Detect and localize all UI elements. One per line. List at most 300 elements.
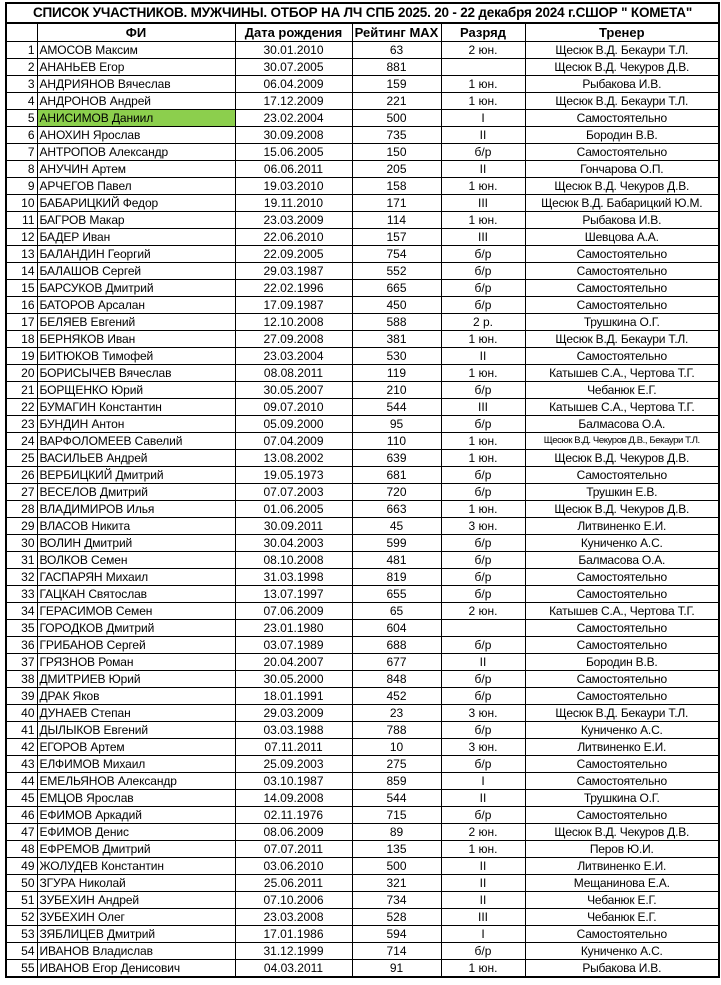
rating-max-cell[interactable]: 604 (352, 620, 441, 637)
rank-cell[interactable]: II (441, 858, 525, 875)
birth-date-cell[interactable]: 29.03.1987 (235, 263, 352, 280)
row-number-cell[interactable]: 16 (6, 297, 37, 314)
participant-name-cell[interactable]: БЕРНЯКОВ Иван (37, 331, 235, 348)
rank-cell[interactable]: б/р (441, 637, 525, 654)
birth-date-cell[interactable]: 31.12.1999 (235, 943, 352, 960)
birth-date-cell[interactable]: 23.01.1980 (235, 620, 352, 637)
coach-cell[interactable]: Рыбакова И.В. (525, 960, 719, 978)
participant-name-cell[interactable]: АНТРОПОВ Александр (37, 144, 235, 161)
coach-cell[interactable]: Чебанюк Е.Г. (525, 909, 719, 926)
rating-max-cell[interactable]: 135 (352, 841, 441, 858)
rating-max-cell[interactable]: 500 (352, 858, 441, 875)
row-number-cell[interactable]: 4 (6, 93, 37, 110)
rank-cell[interactable]: б/р (441, 552, 525, 569)
birth-date-cell[interactable]: 29.03.2009 (235, 705, 352, 722)
coach-cell[interactable]: Щесюк В.Д. Чекуров Д.В., Бекаури Т.Л. (525, 433, 719, 450)
rating-max-cell[interactable]: 114 (352, 212, 441, 229)
row-number-cell[interactable]: 41 (6, 722, 37, 739)
rating-max-cell[interactable]: 159 (352, 76, 441, 93)
coach-cell[interactable]: Бородин В.В. (525, 127, 719, 144)
row-number-cell[interactable]: 32 (6, 569, 37, 586)
rating-max-cell[interactable]: 157 (352, 229, 441, 246)
rating-max-cell[interactable]: 91 (352, 960, 441, 978)
rating-max-cell[interactable]: 95 (352, 416, 441, 433)
row-number-cell[interactable]: 43 (6, 756, 37, 773)
row-number-cell[interactable]: 1 (6, 42, 37, 59)
row-number-cell[interactable]: 13 (6, 246, 37, 263)
rank-cell[interactable]: II (441, 875, 525, 892)
rating-max-cell[interactable]: 599 (352, 535, 441, 552)
participant-name-cell[interactable]: БАЛАНДИН Георгий (37, 246, 235, 263)
rating-max-cell[interactable]: 89 (352, 824, 441, 841)
rank-cell[interactable]: б/р (441, 535, 525, 552)
row-number-cell[interactable]: 49 (6, 858, 37, 875)
birth-date-cell[interactable]: 30.01.2010 (235, 42, 352, 59)
coach-cell[interactable]: Щесюк В.Д. Бекаури Т.Л. (525, 93, 719, 110)
row-number-cell[interactable]: 55 (6, 960, 37, 978)
coach-cell[interactable]: Самостоятельно (525, 348, 719, 365)
row-number-cell[interactable]: 21 (6, 382, 37, 399)
birth-date-cell[interactable]: 25.09.2003 (235, 756, 352, 773)
rank-cell[interactable]: II (441, 790, 525, 807)
participant-name-cell[interactable]: ЕЛФИМОВ Михаил (37, 756, 235, 773)
rating-max-cell[interactable]: 450 (352, 297, 441, 314)
rank-cell[interactable]: 2 р. (441, 314, 525, 331)
participant-name-cell[interactable]: ИВАНОВ Владислав (37, 943, 235, 960)
rank-cell[interactable]: 3 юн. (441, 739, 525, 756)
rank-cell[interactable]: I (441, 110, 525, 127)
row-number-cell[interactable]: 45 (6, 790, 37, 807)
participant-name-cell[interactable]: ГОРОДКОВ Дмитрий (37, 620, 235, 637)
birth-date-cell[interactable]: 17.01.1986 (235, 926, 352, 943)
rank-cell[interactable]: 2 юн. (441, 824, 525, 841)
row-number-cell[interactable]: 6 (6, 127, 37, 144)
coach-cell[interactable]: Чебанюк Е.Г. (525, 892, 719, 909)
rating-max-cell[interactable]: 65 (352, 603, 441, 620)
row-number-cell[interactable]: 42 (6, 739, 37, 756)
rank-cell[interactable]: б/р (441, 467, 525, 484)
birth-date-cell[interactable]: 03.03.1988 (235, 722, 352, 739)
row-number-cell[interactable]: 8 (6, 161, 37, 178)
participant-name-cell[interactable]: ЖОЛУДЕВ Константин (37, 858, 235, 875)
rating-max-cell[interactable]: 45 (352, 518, 441, 535)
participant-name-cell[interactable]: БАБАРИЦКИЙ Федор (37, 195, 235, 212)
participant-name-cell[interactable]: БОРИСЫЧЕВ Вячеслав (37, 365, 235, 382)
participant-name-cell[interactable]: ЕФИМОВ Денис (37, 824, 235, 841)
rating-max-cell[interactable]: 544 (352, 399, 441, 416)
rating-max-cell[interactable]: 734 (352, 892, 441, 909)
rating-max-cell[interactable]: 452 (352, 688, 441, 705)
rating-max-cell[interactable]: 481 (352, 552, 441, 569)
rating-max-cell[interactable]: 23 (352, 705, 441, 722)
rank-cell[interactable]: II (441, 892, 525, 909)
rank-cell[interactable]: б/р (441, 263, 525, 280)
birth-date-cell[interactable]: 30.09.2008 (235, 127, 352, 144)
coach-cell[interactable]: Самостоятельно (525, 297, 719, 314)
participant-name-cell[interactable]: АНОХИН Ярослав (37, 127, 235, 144)
rank-cell[interactable]: б/р (441, 943, 525, 960)
row-number-cell[interactable]: 39 (6, 688, 37, 705)
birth-date-cell[interactable]: 23.03.2004 (235, 348, 352, 365)
participant-name-cell[interactable]: ГАСПАРЯН Михаил (37, 569, 235, 586)
rating-max-cell[interactable]: 150 (352, 144, 441, 161)
birth-date-cell[interactable]: 06.06.2011 (235, 161, 352, 178)
participant-name-cell[interactable]: ВОЛКОВ Семен (37, 552, 235, 569)
birth-date-cell[interactable]: 07.06.2009 (235, 603, 352, 620)
rating-max-cell[interactable]: 639 (352, 450, 441, 467)
row-number-cell[interactable]: 12 (6, 229, 37, 246)
row-number-cell[interactable]: 25 (6, 450, 37, 467)
participant-name-cell[interactable]: ГРЯЗНОВ Роман (37, 654, 235, 671)
birth-date-cell[interactable]: 23.03.2008 (235, 909, 352, 926)
row-number-cell[interactable]: 34 (6, 603, 37, 620)
row-number-cell[interactable]: 17 (6, 314, 37, 331)
rank-cell[interactable]: 1 юн. (441, 178, 525, 195)
rating-max-cell[interactable]: 663 (352, 501, 441, 518)
rank-cell[interactable]: 1 юн. (441, 960, 525, 978)
participant-name-cell[interactable]: ИВАНОВ Егор Денисович (37, 960, 235, 978)
birth-date-cell[interactable]: 17.12.2009 (235, 93, 352, 110)
rating-max-cell[interactable]: 275 (352, 756, 441, 773)
row-number-cell[interactable]: 54 (6, 943, 37, 960)
rank-cell[interactable]: 1 юн. (441, 212, 525, 229)
row-number-cell[interactable]: 53 (6, 926, 37, 943)
rank-cell[interactable] (441, 620, 525, 637)
birth-date-cell[interactable]: 08.06.2009 (235, 824, 352, 841)
participant-name-cell[interactable]: БУНДИН Антон (37, 416, 235, 433)
rank-cell[interactable]: II (441, 654, 525, 671)
rank-cell[interactable]: б/р (441, 756, 525, 773)
row-number-cell[interactable]: 28 (6, 501, 37, 518)
rank-cell[interactable]: б/р (441, 144, 525, 161)
coach-cell[interactable]: Самостоятельно (525, 926, 719, 943)
coach-cell[interactable]: Самостоятельно (525, 620, 719, 637)
coach-cell[interactable]: Балмасова О.А. (525, 552, 719, 569)
row-number-cell[interactable]: 52 (6, 909, 37, 926)
rank-cell[interactable]: I (441, 926, 525, 943)
row-number-cell[interactable]: 15 (6, 280, 37, 297)
rating-max-cell[interactable]: 210 (352, 382, 441, 399)
coach-cell[interactable]: Самостоятельно (525, 467, 719, 484)
birth-date-cell[interactable]: 05.09.2000 (235, 416, 352, 433)
rating-max-cell[interactable]: 735 (352, 127, 441, 144)
rating-max-cell[interactable]: 119 (352, 365, 441, 382)
rating-max-cell[interactable]: 63 (352, 42, 441, 59)
row-number-cell[interactable]: 30 (6, 535, 37, 552)
participant-name-cell[interactable]: ВЕРБИЦКИЙ Дмитрий (37, 467, 235, 484)
coach-cell[interactable]: Самостоятельно (525, 671, 719, 688)
participant-name-cell[interactable]: ЗУБЕХИН Олег (37, 909, 235, 926)
coach-cell[interactable]: Щесюк В.Д. Бекаури Т.Л. (525, 42, 719, 59)
row-number-cell[interactable]: 14 (6, 263, 37, 280)
coach-cell[interactable]: Катышев С.А., Чертова Т.Г. (525, 603, 719, 620)
rank-cell[interactable]: 3 юн. (441, 518, 525, 535)
birth-date-cell[interactable]: 03.07.1989 (235, 637, 352, 654)
rating-max-cell[interactable]: 381 (352, 331, 441, 348)
row-number-cell[interactable]: 10 (6, 195, 37, 212)
participant-name-cell[interactable]: БАРСУКОВ Дмитрий (37, 280, 235, 297)
row-number-cell[interactable]: 46 (6, 807, 37, 824)
rating-max-cell[interactable]: 221 (352, 93, 441, 110)
coach-cell[interactable]: Литвиненко Е.И. (525, 518, 719, 535)
participant-name-cell[interactable]: ГЕРАСИМОВ Семен (37, 603, 235, 620)
row-number-cell[interactable]: 2 (6, 59, 37, 76)
participant-name-cell[interactable]: ГРИБАНОВ Сергей (37, 637, 235, 654)
row-number-cell[interactable]: 5 (6, 110, 37, 127)
row-number-cell[interactable]: 7 (6, 144, 37, 161)
row-number-cell[interactable]: 3 (6, 76, 37, 93)
rank-cell[interactable]: III (441, 399, 525, 416)
coach-cell[interactable]: Рыбакова И.В. (525, 76, 719, 93)
rating-max-cell[interactable]: 819 (352, 569, 441, 586)
coach-cell[interactable]: Щесюк В.Д. Чекуров Д.В. (525, 824, 719, 841)
birth-date-cell[interactable]: 19.11.2010 (235, 195, 352, 212)
rank-cell[interactable]: б/р (441, 484, 525, 501)
birth-date-cell[interactable]: 30.05.2007 (235, 382, 352, 399)
birth-date-cell[interactable]: 13.08.2002 (235, 450, 352, 467)
coach-cell[interactable]: Катышев С.А., Чертова Т.Г. (525, 399, 719, 416)
rating-max-cell[interactable]: 205 (352, 161, 441, 178)
rank-cell[interactable]: 1 юн. (441, 433, 525, 450)
row-number-cell[interactable]: 37 (6, 654, 37, 671)
participant-name-cell[interactable]: ДУНАЕВ Степан (37, 705, 235, 722)
participant-name-cell[interactable]: АНИСИМОВ Даниил (37, 110, 235, 127)
coach-cell[interactable]: Щесюк В.Д. Чекуров Д.В. (525, 59, 719, 76)
row-number-cell[interactable]: 35 (6, 620, 37, 637)
birth-date-cell[interactable]: 22.06.2010 (235, 229, 352, 246)
coach-cell[interactable]: Гончарова О.П. (525, 161, 719, 178)
rating-max-cell[interactable]: 720 (352, 484, 441, 501)
birth-date-cell[interactable]: 08.08.2011 (235, 365, 352, 382)
birth-date-cell[interactable]: 07.11.2011 (235, 739, 352, 756)
participant-name-cell[interactable]: ДМИТРИЕВ Юрий (37, 671, 235, 688)
row-number-cell[interactable]: 29 (6, 518, 37, 535)
participant-name-cell[interactable]: АНУЧИН Артем (37, 161, 235, 178)
rating-max-cell[interactable]: 588 (352, 314, 441, 331)
row-number-cell[interactable]: 48 (6, 841, 37, 858)
coach-cell[interactable]: Самостоятельно (525, 688, 719, 705)
coach-cell[interactable]: Самостоятельно (525, 586, 719, 603)
rank-cell[interactable]: б/р (441, 807, 525, 824)
coach-cell[interactable]: Куниченко А.С. (525, 722, 719, 739)
row-number-cell[interactable]: 24 (6, 433, 37, 450)
coach-cell[interactable]: Шевцова А.А. (525, 229, 719, 246)
birth-date-cell[interactable]: 17.09.1987 (235, 297, 352, 314)
coach-cell[interactable]: Перов Ю.И. (525, 841, 719, 858)
coach-cell[interactable]: Самостоятельно (525, 773, 719, 790)
coach-cell[interactable]: Литвиненко Е.И. (525, 858, 719, 875)
birth-date-cell[interactable]: 30.07.2005 (235, 59, 352, 76)
rating-max-cell[interactable]: 110 (352, 433, 441, 450)
participant-name-cell[interactable]: АНДРИЯНОВ Вячеслав (37, 76, 235, 93)
birth-date-cell[interactable]: 06.04.2009 (235, 76, 352, 93)
coach-cell[interactable]: Самостоятельно (525, 263, 719, 280)
coach-cell[interactable]: Самостоятельно (525, 569, 719, 586)
row-number-cell[interactable]: 36 (6, 637, 37, 654)
coach-cell[interactable]: Щесюк В.Д. Бабарицкий Ю.М. (525, 195, 719, 212)
birth-date-cell[interactable]: 30.05.2000 (235, 671, 352, 688)
row-number-cell[interactable]: 50 (6, 875, 37, 892)
coach-cell[interactable]: Щесюк В.Д. Чекуров Д.В. (525, 501, 719, 518)
birth-date-cell[interactable]: 01.06.2005 (235, 501, 352, 518)
rank-cell[interactable]: 1 юн. (441, 76, 525, 93)
birth-date-cell[interactable]: 12.10.2008 (235, 314, 352, 331)
rank-cell[interactable]: 3 юн. (441, 705, 525, 722)
coach-cell[interactable]: Чебанюк Е.Г. (525, 382, 719, 399)
birth-date-cell[interactable]: 30.04.2003 (235, 535, 352, 552)
participant-name-cell[interactable]: АРЧЕГОВ Павел (37, 178, 235, 195)
coach-cell[interactable]: Куниченко А.С. (525, 535, 719, 552)
rank-cell[interactable]: 1 юн. (441, 501, 525, 518)
rating-max-cell[interactable]: 528 (352, 909, 441, 926)
birth-date-cell[interactable]: 23.03.2009 (235, 212, 352, 229)
birth-date-cell[interactable]: 18.01.1991 (235, 688, 352, 705)
rating-max-cell[interactable]: 788 (352, 722, 441, 739)
rank-cell[interactable]: 2 юн. (441, 42, 525, 59)
rank-cell[interactable]: 1 юн. (441, 450, 525, 467)
coach-cell[interactable]: Самостоятельно (525, 807, 719, 824)
participant-name-cell[interactable]: АМОСОВ Максим (37, 42, 235, 59)
row-number-cell[interactable]: 18 (6, 331, 37, 348)
participant-name-cell[interactable]: ВАРФОЛОМЕЕВ Савелий (37, 433, 235, 450)
birth-date-cell[interactable]: 08.10.2008 (235, 552, 352, 569)
rank-cell[interactable]: б/р (441, 280, 525, 297)
participant-name-cell[interactable]: ЗГУРА Николай (37, 875, 235, 892)
participant-name-cell[interactable]: ВЕСЕЛОВ Дмитрий (37, 484, 235, 501)
row-number-cell[interactable]: 20 (6, 365, 37, 382)
birth-date-cell[interactable]: 03.10.1987 (235, 773, 352, 790)
birth-date-cell[interactable]: 07.04.2009 (235, 433, 352, 450)
rank-cell[interactable]: б/р (441, 586, 525, 603)
rating-max-cell[interactable]: 715 (352, 807, 441, 824)
row-number-cell[interactable]: 51 (6, 892, 37, 909)
row-number-cell[interactable]: 31 (6, 552, 37, 569)
participant-name-cell[interactable]: ЕГОРОВ Артем (37, 739, 235, 756)
rank-cell[interactable]: II (441, 127, 525, 144)
participant-name-cell[interactable]: ВЛАДИМИРОВ Илья (37, 501, 235, 518)
coach-cell[interactable]: Трушкина О.Г. (525, 790, 719, 807)
rank-cell[interactable]: 2 юн. (441, 603, 525, 620)
birth-date-cell[interactable]: 03.06.2010 (235, 858, 352, 875)
coach-cell[interactable]: Трушкин Е.В. (525, 484, 719, 501)
birth-date-cell[interactable]: 31.03.1998 (235, 569, 352, 586)
coach-cell[interactable]: Куниченко А.С. (525, 943, 719, 960)
rank-cell[interactable]: 1 юн. (441, 93, 525, 110)
row-number-cell[interactable]: 33 (6, 586, 37, 603)
participant-name-cell[interactable]: ЗУБЕХИН Андрей (37, 892, 235, 909)
participant-name-cell[interactable]: АНДРОНОВ Андрей (37, 93, 235, 110)
participant-name-cell[interactable]: ЕФИМОВ Аркадий (37, 807, 235, 824)
rank-cell[interactable]: II (441, 161, 525, 178)
birth-date-cell[interactable]: 02.11.1976 (235, 807, 352, 824)
row-number-cell[interactable]: 23 (6, 416, 37, 433)
participant-name-cell[interactable]: БУМАГИН Константин (37, 399, 235, 416)
participant-name-cell[interactable]: ВЛАСОВ Никита (37, 518, 235, 535)
coach-cell[interactable]: Щесюк В.Д. Бекаури Т.Л. (525, 331, 719, 348)
rating-max-cell[interactable]: 859 (352, 773, 441, 790)
row-number-cell[interactable]: 44 (6, 773, 37, 790)
rating-max-cell[interactable]: 321 (352, 875, 441, 892)
birth-date-cell[interactable]: 14.09.2008 (235, 790, 352, 807)
participant-name-cell[interactable]: ЕФРЕМОВ Дмитрий (37, 841, 235, 858)
coach-cell[interactable]: Щесюк В.Д. Бекаури Т.Л. (525, 705, 719, 722)
row-number-cell[interactable]: 22 (6, 399, 37, 416)
rating-max-cell[interactable]: 665 (352, 280, 441, 297)
rank-cell[interactable]: 1 юн. (441, 331, 525, 348)
rank-cell[interactable]: I (441, 773, 525, 790)
participant-name-cell[interactable]: БАДЕР Иван (37, 229, 235, 246)
rank-cell[interactable]: б/р (441, 722, 525, 739)
row-number-cell[interactable]: 38 (6, 671, 37, 688)
rank-cell[interactable]: б/р (441, 671, 525, 688)
coach-cell[interactable]: Щесюк В.Д. Чекуров Д.В. (525, 450, 719, 467)
rating-max-cell[interactable]: 881 (352, 59, 441, 76)
rank-cell[interactable]: б/р (441, 688, 525, 705)
coach-cell[interactable]: Мещанинова Е.А. (525, 875, 719, 892)
birth-date-cell[interactable]: 22.09.2005 (235, 246, 352, 263)
birth-date-cell[interactable]: 04.03.2011 (235, 960, 352, 978)
birth-date-cell[interactable]: 20.04.2007 (235, 654, 352, 671)
participant-name-cell[interactable]: АНАНЬЕВ Егор (37, 59, 235, 76)
rating-max-cell[interactable]: 158 (352, 178, 441, 195)
birth-date-cell[interactable]: 07.07.2011 (235, 841, 352, 858)
rank-cell[interactable]: III (441, 195, 525, 212)
rank-cell[interactable]: II (441, 348, 525, 365)
birth-date-cell[interactable]: 30.09.2011 (235, 518, 352, 535)
participant-name-cell[interactable]: БЕЛЯЕВ Евгений (37, 314, 235, 331)
participant-name-cell[interactable]: ДРАК Яков (37, 688, 235, 705)
rating-max-cell[interactable]: 848 (352, 671, 441, 688)
participant-name-cell[interactable]: ДЫЛЫКОВ Евгений (37, 722, 235, 739)
birth-date-cell[interactable]: 13.07.1997 (235, 586, 352, 603)
rating-max-cell[interactable]: 688 (352, 637, 441, 654)
birth-date-cell[interactable]: 19.05.1973 (235, 467, 352, 484)
participant-name-cell[interactable]: ВАСИЛЬЕВ Андрей (37, 450, 235, 467)
rating-max-cell[interactable]: 530 (352, 348, 441, 365)
rank-cell[interactable]: б/р (441, 569, 525, 586)
rating-max-cell[interactable]: 754 (352, 246, 441, 263)
coach-cell[interactable]: Литвиненко Е.И. (525, 739, 719, 756)
row-number-cell[interactable]: 11 (6, 212, 37, 229)
rank-cell[interactable]: III (441, 909, 525, 926)
birth-date-cell[interactable]: 19.03.2010 (235, 178, 352, 195)
coach-cell[interactable]: Трушкина О.Г. (525, 314, 719, 331)
birth-date-cell[interactable]: 07.10.2006 (235, 892, 352, 909)
participant-name-cell[interactable]: ЕМЦОВ Ярослав (37, 790, 235, 807)
rank-cell[interactable]: 1 юн. (441, 365, 525, 382)
rank-cell[interactable]: б/р (441, 382, 525, 399)
rank-cell[interactable]: 1 юн. (441, 841, 525, 858)
participant-name-cell[interactable]: БАЛАШОВ Сергей (37, 263, 235, 280)
coach-cell[interactable]: Самостоятельно (525, 144, 719, 161)
rank-cell[interactable]: б/р (441, 297, 525, 314)
rating-max-cell[interactable]: 171 (352, 195, 441, 212)
birth-date-cell[interactable]: 27.09.2008 (235, 331, 352, 348)
rating-max-cell[interactable]: 677 (352, 654, 441, 671)
row-number-cell[interactable]: 9 (6, 178, 37, 195)
row-number-cell[interactable]: 47 (6, 824, 37, 841)
rank-cell[interactable]: б/р (441, 416, 525, 433)
rank-cell[interactable] (441, 59, 525, 76)
rating-max-cell[interactable]: 10 (352, 739, 441, 756)
participant-name-cell[interactable]: ВОЛИН Дмитрий (37, 535, 235, 552)
participant-name-cell[interactable]: ГАЦКАН Святослав (37, 586, 235, 603)
participant-name-cell[interactable]: ЕМЕЛЬЯНОВ Александр (37, 773, 235, 790)
birth-date-cell[interactable]: 15.06.2005 (235, 144, 352, 161)
coach-cell[interactable]: Бородин В.В. (525, 654, 719, 671)
coach-cell[interactable]: Самостоятельно (525, 756, 719, 773)
rating-max-cell[interactable]: 594 (352, 926, 441, 943)
